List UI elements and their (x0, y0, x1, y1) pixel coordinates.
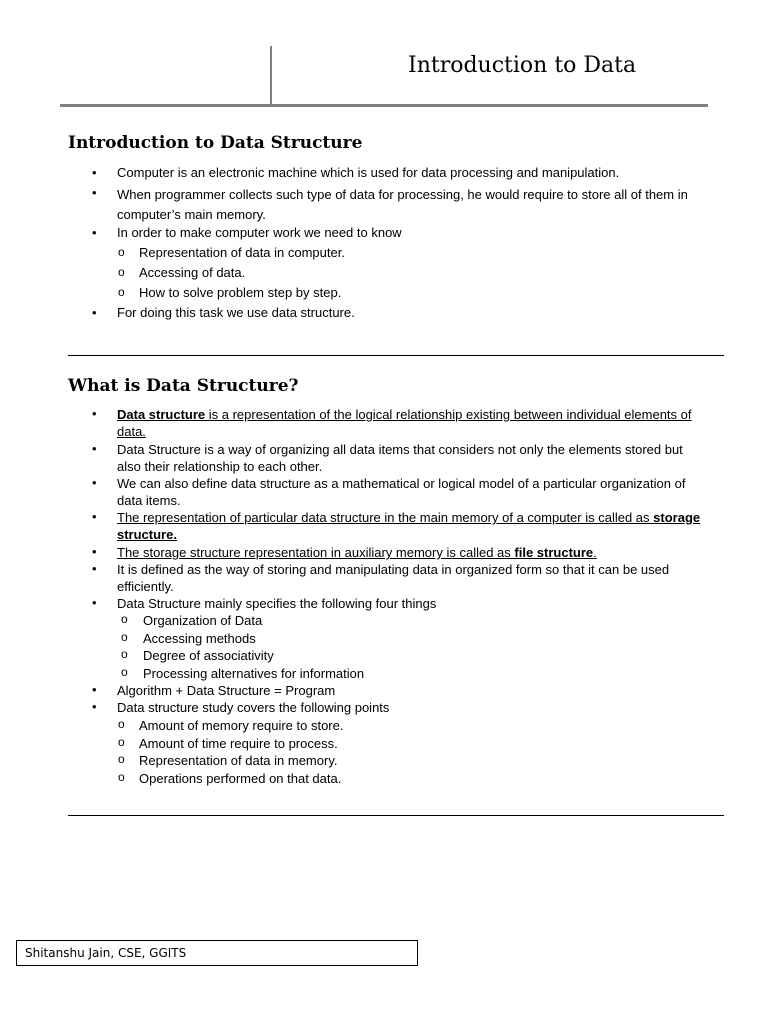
bullet-icon: • (92, 682, 97, 697)
sub-list-item (0, 770, 768, 788)
section-1-list (0, 165, 768, 325)
definition-text: is a representation of the logical relationship existing between individual elements of data. (117, 407, 692, 439)
bullet-icon: • (92, 225, 97, 240)
list-item-text: Data Structure is a way of organizing all data items that considers not only the elements stored but also their relationship to each other. (117, 442, 683, 474)
section-divider (68, 355, 724, 356)
list-item-text (117, 544, 707, 561)
list-item-text: Representation of data in memory. (139, 753, 338, 768)
list-item (0, 406, 768, 441)
list-item-text: Amount of memory require to store. (139, 718, 344, 733)
bullet-icon: • (92, 544, 97, 559)
header-horizontal-divider (60, 104, 708, 107)
list-item (0, 225, 768, 245)
sub-list-item (0, 630, 768, 648)
list-item-text: When programmer collects such type of data for processing, he would require to store all of them in computer’s main memory. (117, 187, 688, 222)
list-item-text: Amount of time require to process. (139, 735, 338, 751)
bullet-icon: • (92, 406, 97, 421)
sub-bullet-icon: o (118, 717, 125, 731)
list-item (0, 595, 768, 612)
sub-list-item (0, 245, 768, 265)
list-item-text: Algorithm + Data Structure = Program (117, 683, 336, 698)
sub-bullet-icon: o (118, 734, 125, 749)
definition-text: The representation of particular data structure in the main memory of a computer is called as (117, 510, 654, 525)
sub-bullet-icon: o (118, 752, 125, 766)
list-item (0, 441, 768, 475)
list-item (0, 682, 768, 699)
bullet-icon: • (92, 305, 97, 320)
sub-list-item (0, 717, 768, 735)
footer-author-text: Shitanshu Jain, CSE, GGITS (25, 946, 187, 960)
punctuation: . (593, 545, 597, 560)
sub-list-item (0, 285, 768, 305)
sub-list-item (0, 612, 768, 630)
list-item-text: For doing this task we use data structure. (117, 305, 355, 320)
term-bold: file structure (514, 545, 594, 560)
list-item-text: Data structure study covers the following points (117, 700, 390, 715)
list-item-text: Computer is an electronic machine which is used for data processing and manipulation. (117, 165, 620, 180)
sub-bullet-icon: o (121, 664, 128, 679)
sub-list-item (0, 735, 768, 753)
section-2-list (0, 406, 768, 787)
sub-bullet-icon: o (121, 629, 128, 644)
bullet-icon: • (92, 441, 97, 456)
list-item-text: Accessing methods (143, 630, 256, 646)
term-bold: storage structure. (117, 510, 701, 542)
list-item-text: Operations performed on that data. (139, 770, 342, 786)
list-item (0, 165, 768, 185)
definition-text: The storage structure representation in auxiliary memory is called as (117, 545, 515, 560)
sub-list-item (0, 265, 768, 285)
list-item (0, 185, 768, 225)
list-item-text: We can also define data structure as a mathematical or logical model of a particular organization of data items. (117, 476, 686, 508)
bullet-icon: • (92, 595, 97, 610)
bullet-icon: • (92, 185, 97, 200)
list-item-text: Processing alternatives for information (143, 665, 365, 681)
list-item (0, 561, 768, 595)
sub-list-item (0, 647, 768, 665)
list-item-text: Degree of associativity (143, 648, 274, 663)
list-item-text: Data Structure mainly specifies the following four things (117, 596, 437, 611)
sub-bullet-icon: o (118, 285, 125, 299)
bullet-icon: • (92, 165, 97, 180)
list-item-text (117, 509, 707, 543)
header-vertical-divider (270, 46, 272, 106)
bullet-icon: • (92, 561, 97, 576)
list-item (0, 509, 768, 544)
list-item-text: How to solve problem step by step. (139, 285, 342, 300)
section-title: Introduction to Data Structure (68, 133, 363, 153)
sub-bullet-icon: o (118, 265, 125, 279)
bullet-icon: • (92, 475, 97, 490)
list-item (0, 699, 768, 717)
list-item-text: Organization of Data (143, 613, 263, 628)
list-item (0, 475, 768, 509)
sub-bullet-icon: o (118, 245, 125, 259)
section-title: What is Data Structure? (68, 376, 299, 396)
bullet-icon: • (92, 509, 97, 524)
list-item-text (117, 406, 707, 440)
list-item-text: Accessing of data. (139, 265, 246, 280)
footer-box (16, 940, 418, 966)
list-item (0, 544, 768, 561)
bullet-icon: • (92, 699, 97, 714)
list-item-text: Representation of data in computer. (139, 245, 345, 260)
sub-bullet-icon: o (121, 647, 128, 661)
sub-list-item (0, 752, 768, 770)
list-item (0, 305, 768, 325)
list-item-text: It is defined as the way of storing and manipulating data in organized form so that it can be used efficiently. (117, 562, 670, 594)
sub-bullet-icon: o (118, 769, 125, 784)
section-divider (68, 815, 724, 816)
sub-bullet-icon: o (121, 612, 128, 626)
list-item-text: In order to make computer work we need to know (117, 225, 402, 240)
term-bold: Data structure (117, 407, 206, 422)
sub-list-item (0, 665, 768, 683)
page-header-title: Introduction to Data (408, 53, 637, 78)
